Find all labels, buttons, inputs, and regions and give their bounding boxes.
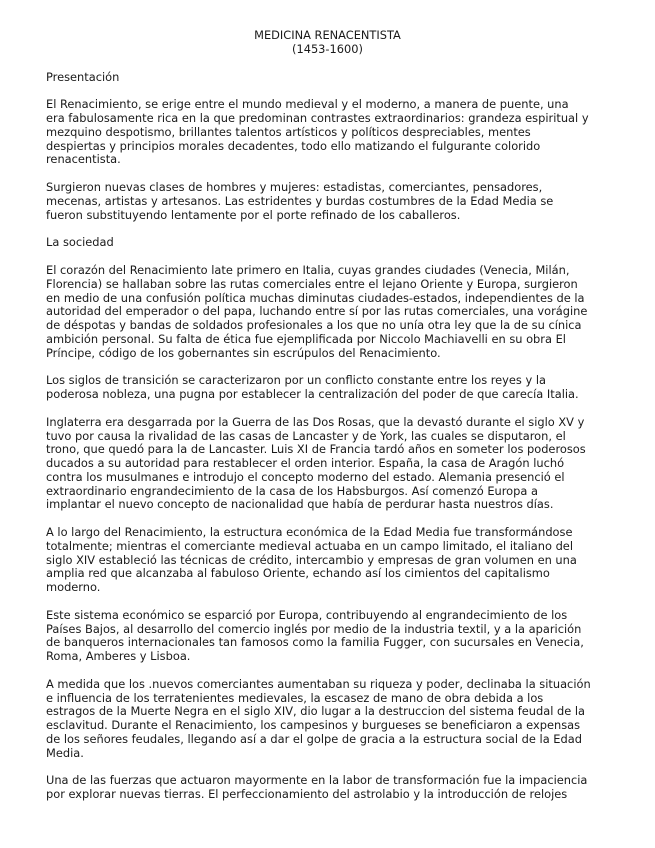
paragraph: Inglaterra era desgarrada por la Guerra de las Dos Rosas, que la devastó durante el siglo XV y tuvo por causa la rivalidad de las casas de Lancaster y de York, las cuales se disputaron, el trono, que quedó para la de Lancaster. Luis XI de Francia tardó años en someter los poderosos ducados a su autoridad para restablecer el orden interior. España, la casa de Aragón luchó contra los musulmanes e introdujo el concepto moderno del estado. Alemania presenció el extraordinario engrandecimiento de la casa de los Habsburgos. Así comenzó Europa a implantar el nuevo concepto de nacionalidad que había de perdurar hasta nuestros días.: [46, 414, 586, 512]
document-page: [46, 29, 609, 816]
section-heading-la-sociedad: La sociedad: [46, 235, 114, 250]
paragraph: El Renacimiento, se erige entre el mundo medieval y el moderno, a manera de puente, una era fabulosamente rica en la que predominan contrastes extraordinarios: grandeza espiritual y mezquino despotismo, brillantes talentos artísticos y políticos despreciables, mentes despiertas y principios morales decadentes, todo ello matizando el fulgurante colorido renacentista.: [46, 97, 589, 167]
paragraph: A medida que los .nuevos comerciantes aumentaban su riqueza y poder, declinaba la situación e influencia de los terratenientes medievales, la escasez de mano de obra debida a los estragos de la Muerte Negra en el siglo XIV, dio lugar a la destruccion del sistema feudal de la esclavitud. Durante el Renacimiento, los campesinos y burgueses se beneficiaron a expensas de los señores feudales, llegando así a dar el golpe de gracia a la estructura social de la Edad Media.: [46, 676, 591, 760]
document-title-block: [46, 29, 609, 57]
document-subtitle: (1453-1600): [292, 41, 363, 56]
paragraph: El corazón del Renacimiento late primero en Italia, cuyas grandes ciudades (Venecia, Milán, Florencia) se hallaban sobre las rutas comerciales entre el lejano Oriente y Europa, surgieron en medio de una confusión política muchas diminutas ciudades-estados, independientes de la autoridad del emperador o del papa, luchando entre sí por las rutas comerciales, una vorágine de déspotas y bandas de soldados profesionales a los que no unía otra ley que la de su cínica ambición personal. Su falta de ética fue ejemplificada por Niccolo Machiavelli en su obra El Príncipe, código de los gobernantes sin escrúpulos del Renacimiento.: [46, 263, 588, 360]
paragraph: Surgieron nuevas clases de hombres y mujeres: estadistas, comerciantes, pensadores, mecenas, artistas y artesanos. Las estridentes y burdas costumbres de la Edad Media se fueron substituyendo lentamente por el porte refinado de los caballeros.: [46, 180, 554, 222]
document-title: MEDICINA RENACENTISTA: [254, 28, 401, 42]
paragraph: A lo largo del Renacimiento, la estructura económica de la Edad Media fue transformándose totalmente; mientras el comerciante medieval actuaba en un campo limitado, el italiano del siglo XIV estableció las técnicas de crédito, intercambio y empresas de gran volumen en una amplia red que alcanzaba al fabuloso Oriente, echando así los cimientos del capitalismo moderno.: [46, 525, 577, 594]
paragraph: Este sistema económico se esparció por Europa, contribuyendo al engrandecimiento de los Países Bajos, al desarrollo del comercio inglés por medio de la industria textil, y a la aparición de banqueros internacionales tan famosos como la familia Fugger, con sucursales en Venecia, Roma, Amberes y Lisboa.: [46, 607, 584, 663]
section-heading-presentacion: Presentación: [46, 69, 120, 84]
paragraph: Los siglos de transición se caracterizaron por un conflicto constante entre los reyes y la poderosa nobleza, una pugna por establecer la centralización del poder de que carecía Italia.: [46, 373, 579, 401]
paragraph: Una de las fuerzas que actuaron mayormente en la labor de transformación fue la impaciencia por explorar nuevas tierras. El perfeccionamiento del astrolabio y la introducción de relojes: [46, 773, 588, 801]
